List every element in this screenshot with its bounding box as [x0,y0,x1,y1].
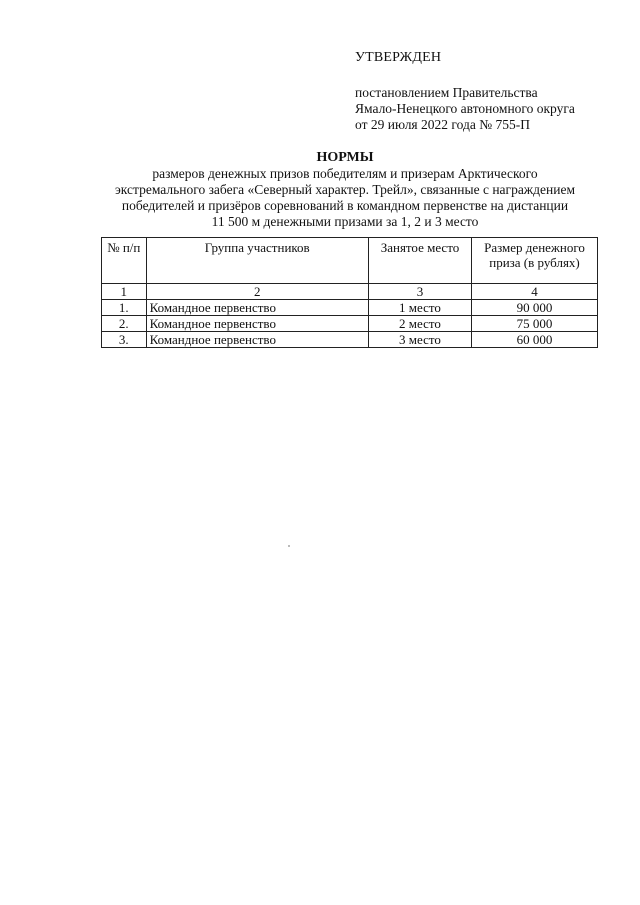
document-title: НОРМЫ [316,150,374,165]
row-place: 3 место [368,332,471,348]
row-prize: 75 000 [472,316,598,332]
row-num: 1. [102,300,147,316]
document-subtitle-line: победителей и призёров соревнований в командном первенстве на дистанции [121,198,569,213]
document-subtitle-line: размеров денежных призов победителям и призерам Арктического [152,166,538,181]
header-group: Группа участников [146,238,368,284]
row-place: 1 место [368,300,471,316]
column-number: 2 [146,284,368,300]
table-row [102,300,598,316]
header-num: № п/п [102,238,147,284]
document-subtitle-line: экстремального забега «Северный характер. Трейл», связанные с награждением [115,182,575,197]
row-num: 2. [102,316,147,332]
document-heading [90,150,600,230]
table-row [102,316,598,332]
approval-line: Ямало-Ненецкого автономного округа [355,101,575,116]
row-group: Командное первенство [146,332,368,348]
header-prize: Размер денежного приза (в рублях) [472,238,598,284]
row-prize: 90 000 [472,300,598,316]
approval-stamp [355,50,575,133]
row-group: Командное первенство [146,300,368,316]
row-prize: 60 000 [472,332,598,348]
row-place: 2 место [368,316,471,332]
column-number: 3 [368,284,471,300]
column-number: 4 [472,284,598,300]
scan-speck [288,545,290,547]
approval-title: УТВЕРЖДЕН [355,50,442,65]
column-number: 1 [102,284,147,300]
row-group: Командное первенство [146,316,368,332]
table-header-row [102,238,598,284]
approval-line: постановлением Правительства [355,85,538,100]
document-subtitle-line: 11 500 м денежными призами за 1, 2 и 3 место [211,214,479,229]
prize-norms-table [101,237,598,348]
column-number-row [102,284,598,300]
approval-line: от 29 июля 2022 года № 755-П [355,117,530,132]
row-num: 3. [102,332,147,348]
table-row [102,332,598,348]
header-place: Занятое место [368,238,471,284]
